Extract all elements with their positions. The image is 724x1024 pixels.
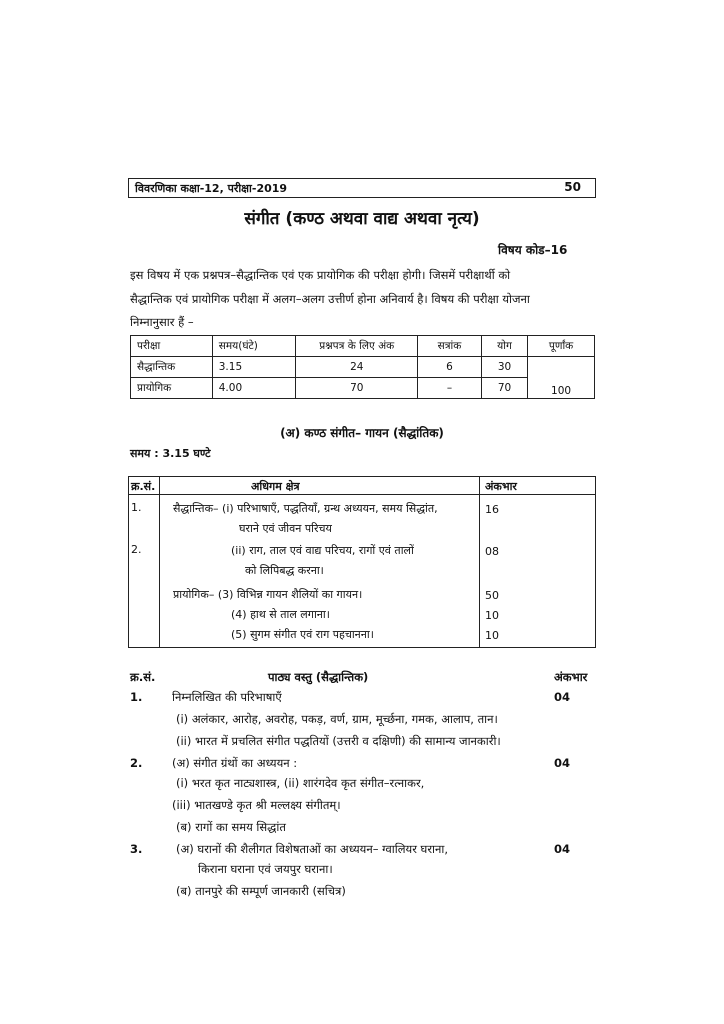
header-cell: अधिगम क्षेत्र <box>251 480 300 493</box>
table-cell: 30 <box>481 357 527 378</box>
syllabus-item-heading: निम्नलिखित की परिभाषाएँ <box>172 690 282 704</box>
table-cell: 70 <box>296 378 418 399</box>
row-marks: 50 <box>485 589 499 602</box>
row-text: घराने एवं जीवन परिचय <box>239 522 332 535</box>
header-cell: पूर्णांक <box>528 336 595 357</box>
header-cell: क्र.सं. <box>131 480 156 493</box>
intro-line-2: सैद्धान्तिक एवं प्रायोगिक परीक्षा में अलग–अलग उत्तीर्ण होना अनिवार्य है। विषय की परीक्षा योजना <box>130 292 530 306</box>
syllabus-header-marks: अंकभार <box>554 670 588 684</box>
table-cell: 3.15 <box>212 357 296 378</box>
table-header-row <box>131 336 595 357</box>
subject-code: विषय कोड–16 <box>498 243 568 257</box>
column-divider <box>479 477 480 647</box>
table-cell: 4.00 <box>212 378 296 399</box>
intro-line-1: इस विषय में एक प्रश्नपत्र–सैद्धान्तिक एवं एक प्रायोगिक की परीक्षा होगी। जिसमें परीक्षार्थी को <box>130 268 511 282</box>
table-cell: 24 <box>296 357 418 378</box>
table-cell: प्रायोगिक <box>131 378 213 399</box>
syllabus-item-marks: 04 <box>554 690 571 704</box>
header-cell: योग <box>481 336 527 357</box>
header-cell: अंकभार <box>485 480 517 493</box>
syllabus-line: (i) भरत कृत नाट्यशास्त्र, (ii) शारंगदेव कृत संगीत–रत्नाकर, <box>176 776 425 790</box>
row-number: 2. <box>131 543 142 556</box>
table-row <box>131 378 595 399</box>
syllabus-item-heading: (अ) संगीत ग्रंथों का अध्ययन : <box>172 756 298 770</box>
section-heading: (अ) कण्ठ संगीत– गायन (सैद्धांतिक) <box>280 426 444 440</box>
syllabus-line: (ब) रागों का समय सिद्धांत <box>176 820 286 834</box>
syllabus-item-number: 3. <box>130 842 143 856</box>
syllabus-item-number: 1. <box>130 690 143 704</box>
header-cell: परीक्षा <box>131 336 213 357</box>
syllabus-item-marks: 04 <box>554 756 571 770</box>
header-divider <box>129 494 595 495</box>
exam-scheme-table <box>130 335 595 399</box>
row-text: (4) हाथ से ताल लगाना। <box>231 608 330 621</box>
syllabus-line: किराना घराना एवं जयपुर घराना। <box>198 862 333 876</box>
row-number: 1. <box>131 501 142 514</box>
row-text: (ii) राग, ताल एवं वाद्य परिचय, रागों एवं तालों <box>231 544 414 557</box>
syllabus-line: (i) अलंकार, आरोह, अवरोह, पकड़, वर्ण, ग्राम, मूर्च्छना, गमक, आलाप, तान। <box>176 712 498 726</box>
page-number: 50 <box>564 180 581 194</box>
row-text: (5) सुगम संगीत एवं राग पहचानना। <box>231 628 374 641</box>
row-text: को लिपिबद्ध करना। <box>245 564 324 577</box>
row-marks: 10 <box>485 609 499 622</box>
total-cell: 100 <box>528 357 595 399</box>
syllabus-item-marks: 04 <box>554 842 571 856</box>
syllabus-item-number: 2. <box>130 756 143 770</box>
header-cell: सत्रांक <box>418 336 482 357</box>
table-cell: सैद्धान्तिक <box>131 357 213 378</box>
syllabus-line: (iii) भातखण्डे कृत श्री मल्लक्ष्य संगीतम्। <box>172 798 341 812</box>
column-divider <box>159 477 160 647</box>
syllabus-line: (ii) भारत में प्रचलित संगीत पद्धतियों (उत्तरी व दक्षिणी) की सामान्य जानकारी। <box>176 734 501 748</box>
syllabus-item-heading: (अ) घरानों की शैलीगत विशेषताओं का अध्ययन– ग्वालियर घराना, <box>176 842 449 856</box>
page-header <box>128 178 596 198</box>
row-text: प्रायोगिक– (3) विभिन्न गायन शैलियों का गायन। <box>173 588 363 601</box>
table-row <box>131 357 595 378</box>
table-cell: 70 <box>481 378 527 399</box>
time-label: समय : 3.15 घण्टे <box>130 447 211 460</box>
header-title: विवरणिका कक्षा-12, परीक्षा-2019 <box>135 182 288 195</box>
intro-line-3: निम्नानुसार हैं – <box>130 315 194 329</box>
learning-area-table <box>128 476 596 648</box>
row-marks: 08 <box>485 545 499 558</box>
syllabus-line: (ब) तानपुरे की सम्पूर्ण जानकारी (सचित्र) <box>176 884 346 898</box>
row-text: सैद्धान्तिक– (i) परिभाषाएँ, पद्धतियाँ, ग्रन्थ अध्ययन, समय सिद्धांत, <box>173 502 438 515</box>
syllabus-header-content: पाठ्य वस्तु (सैद्धान्तिक) <box>268 670 369 684</box>
syllabus-header-sn: क्र.सं. <box>130 670 156 684</box>
row-marks: 16 <box>485 503 499 516</box>
page-title: संगीत (कण्ठ अथवा वाद्य अथवा नृत्य) <box>244 209 480 229</box>
table-cell: – <box>418 378 482 399</box>
header-cell: प्रश्नपत्र के लिए अंक <box>296 336 418 357</box>
header-cell: समय(घंटे) <box>212 336 296 357</box>
row-marks: 10 <box>485 629 499 642</box>
table-cell: 6 <box>418 357 482 378</box>
